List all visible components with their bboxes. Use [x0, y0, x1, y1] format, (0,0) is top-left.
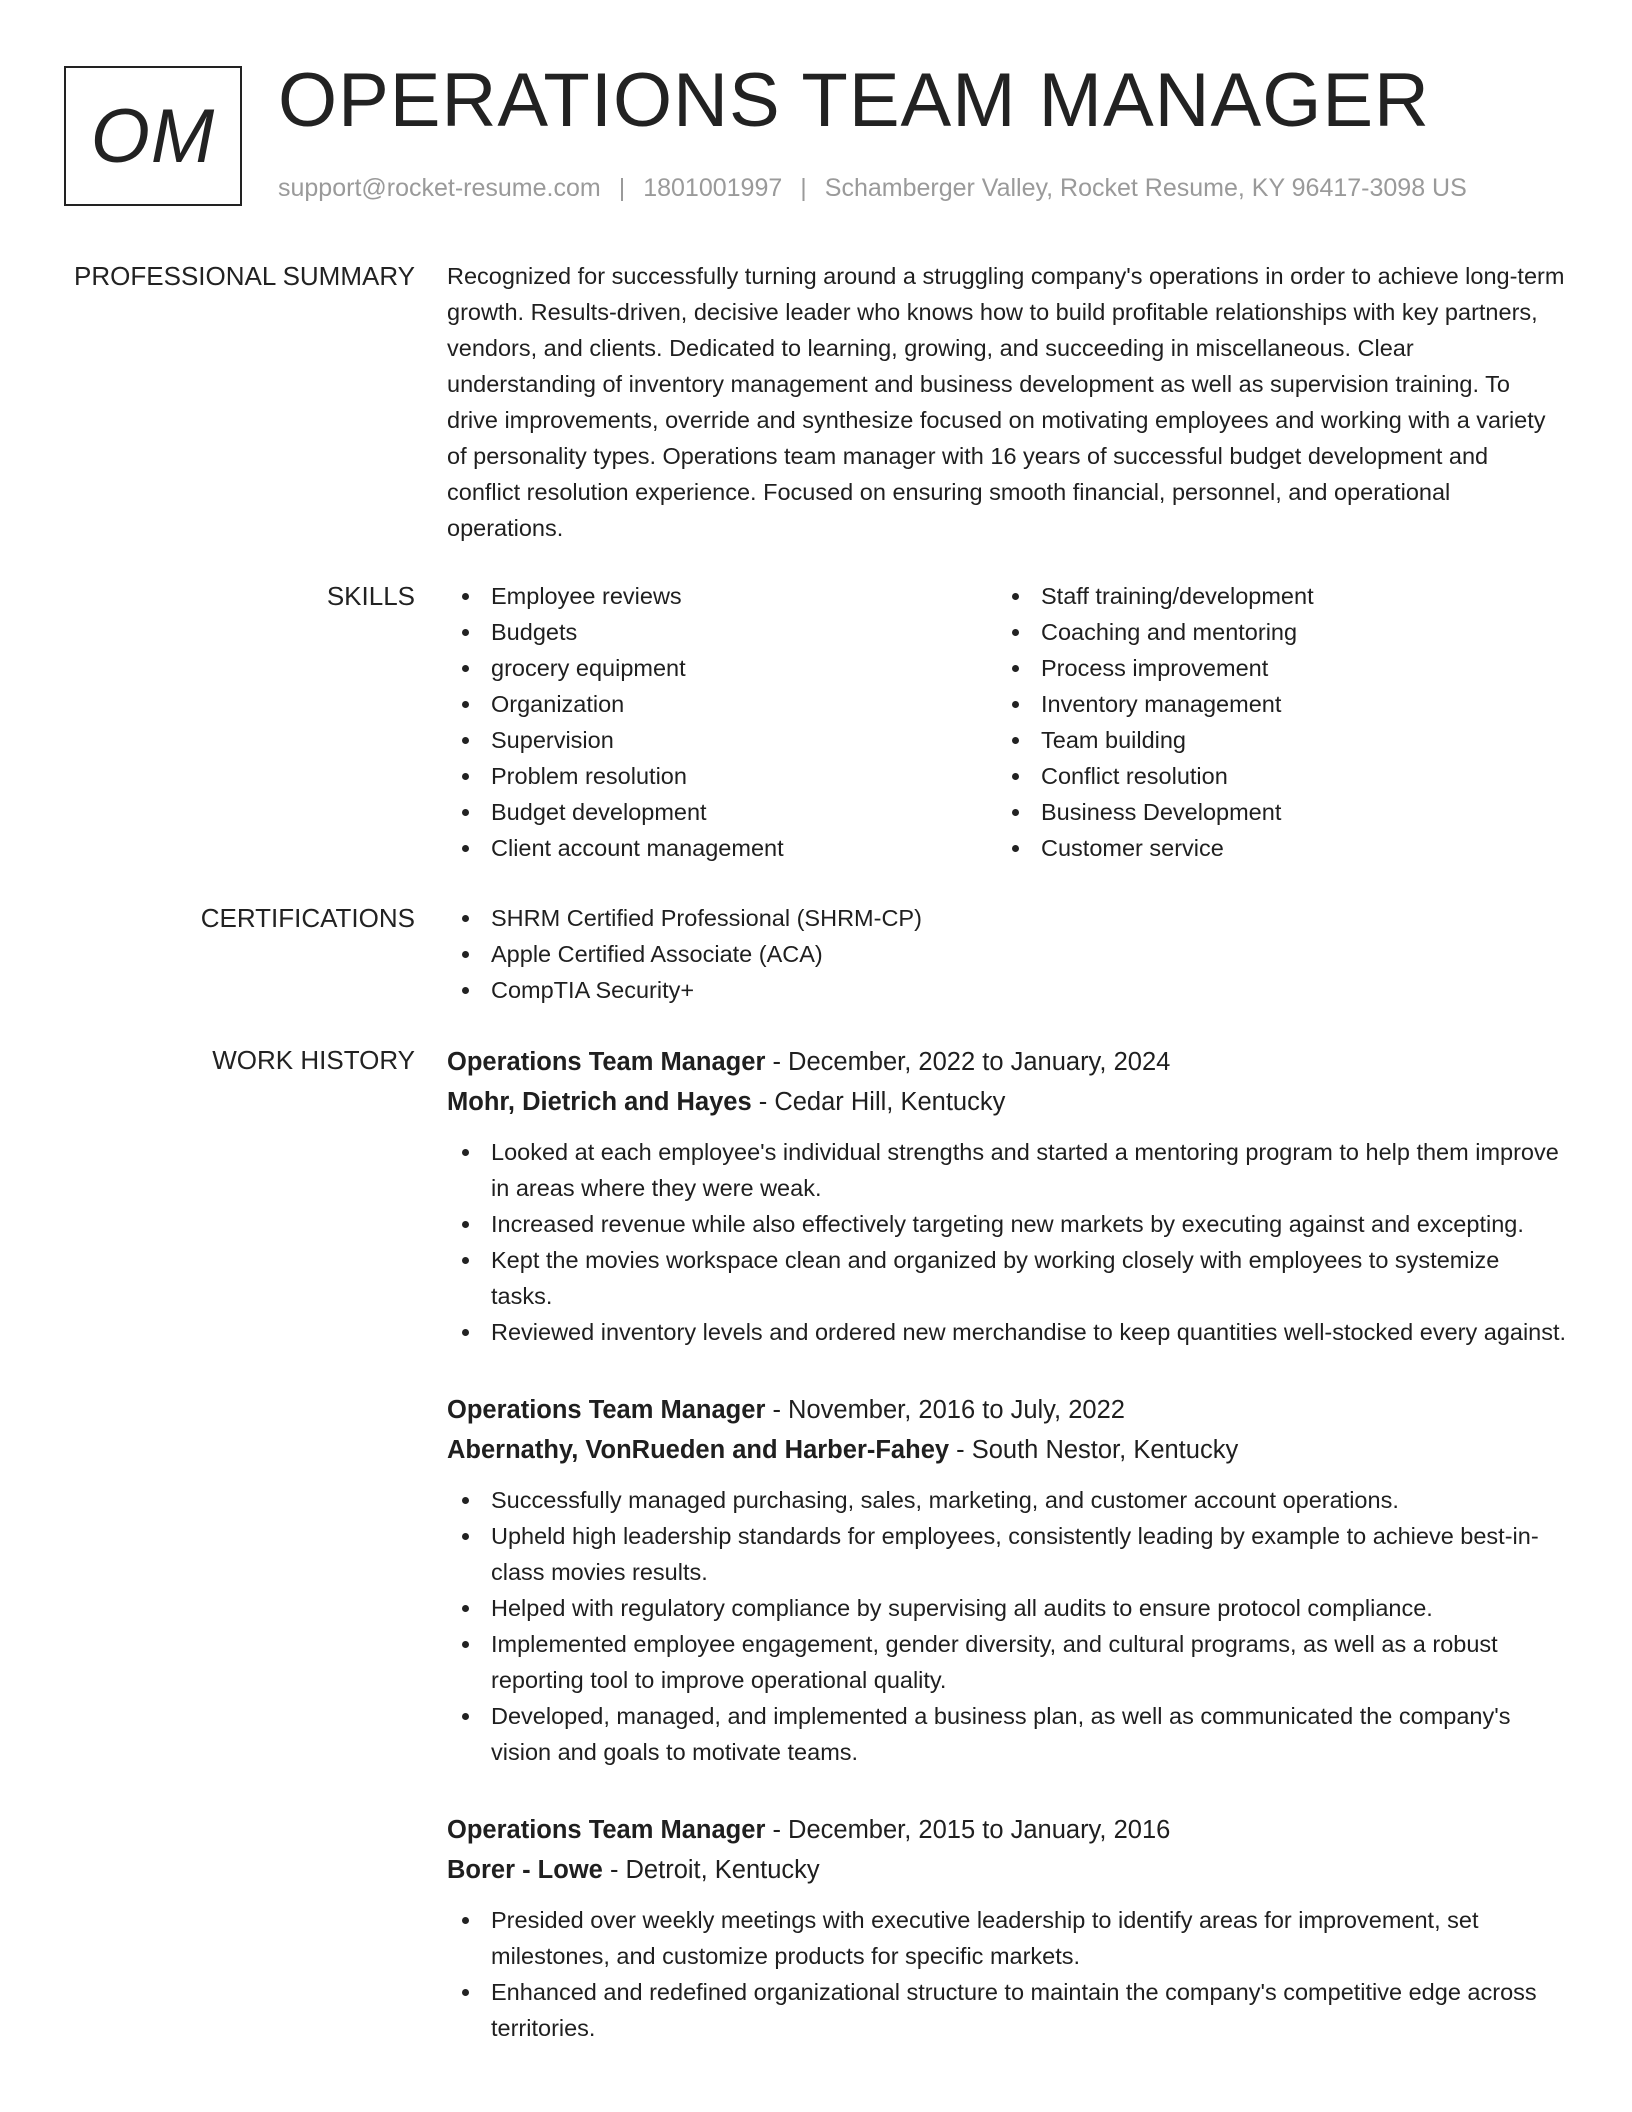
job-bullet: Upheld high leadership standards for employees, consistently leading by example to achieve best-in-class movies results. — [447, 1518, 1567, 1590]
job-title: Operations Team Manager — [447, 1396, 766, 1424]
contact-address: Schamberger Valley, Rocket Resume, KY 96417-3098 US — [824, 174, 1467, 202]
job-company: Borer - Lowe — [447, 1856, 603, 1884]
monogram: OM — [64, 66, 242, 206]
job-bullet: Presided over weekly meetings with executive leadership to identify areas for improvement, set milestones, and customize products for specific markets. — [447, 1902, 1567, 1974]
skills-list-left — [447, 578, 997, 866]
job-dates: - November, 2016 to July, 2022 — [765, 1396, 1125, 1424]
list-item: grocery equipment — [447, 650, 997, 686]
list-item: CompTIA Security+ — [447, 972, 1567, 1008]
work-history-list — [447, 1042, 1567, 2086]
certifications-list — [447, 900, 1567, 1008]
list-item: SHRM Certified Professional (SHRM-CP) — [447, 900, 1567, 936]
list-item: Conflict resolution — [997, 758, 1547, 794]
contact-separator: | — [618, 174, 626, 202]
job-location: - South Nestor, Kentucky — [949, 1436, 1239, 1464]
job-bullet: Helped with regulatory compliance by supervising all audits to ensure protocol compliance. — [447, 1590, 1567, 1626]
list-item: Supervision — [447, 722, 997, 758]
contact-line — [278, 174, 1467, 203]
job-company-line — [447, 1082, 1567, 1122]
job-bullet: Kept the movies workspace clean and organized by working closely with employees to systemize tasks. — [447, 1242, 1567, 1314]
list-item: Process improvement — [997, 650, 1547, 686]
skills-list-right — [997, 578, 1547, 866]
job-entry — [447, 1810, 1567, 2046]
list-item: Budgets — [447, 614, 997, 650]
job-location: - Detroit, Kentucky — [602, 1856, 820, 1884]
job-bullets — [447, 1902, 1567, 2046]
job-entry — [447, 1390, 1567, 1770]
job-company: Mohr, Dietrich and Hayes — [447, 1088, 752, 1116]
list-item: Inventory management — [997, 686, 1547, 722]
job-bullet: Successfully managed purchasing, sales, marketing, and customer account operations. — [447, 1482, 1567, 1518]
list-item: Staff training/development — [997, 578, 1547, 614]
list-item: Coaching and mentoring — [997, 614, 1547, 650]
job-title: Operations Team Manager — [447, 1048, 766, 1076]
list-item: Business Development — [997, 794, 1547, 830]
list-item: Budget development — [447, 794, 997, 830]
summary-text: Recognized for successfully turning around a struggling company's operations in order to achieve long-term growth. Results-driven, decisive leader who knows how to build profitable relationships with key partners, vendors, and clients. Dedicated to learning, growing, and succeeding in miscellaneous. Clear understanding of inventory management and business development as well as supervision training. To drive improvements, override and synthesize focused on motivating employees and working with a variety of personality types. Operations team manager with 16 years of successful budget development and conflict resolution experience. Focused on ensuring smooth financial, personnel, and operational operations. — [447, 263, 1565, 541]
list-item: Employee reviews — [447, 578, 997, 614]
resume-name: OPERATIONS TEAM MANAGER — [278, 58, 1430, 143]
list-item: Team building — [997, 722, 1547, 758]
job-bullet: Developed, managed, and implemented a business plan, as well as communicated the company's vision and goals to motivate teams. — [447, 1698, 1567, 1770]
list-item: Customer service — [997, 830, 1547, 866]
job-bullet: Looked at each employee's individual strengths and started a mentoring program to help them improve in areas where they were weak. — [447, 1134, 1567, 1206]
job-bullets — [447, 1482, 1567, 1770]
job-dates: - December, 2015 to January, 2016 — [765, 1816, 1171, 1844]
list-item: Problem resolution — [447, 758, 997, 794]
job-title-line — [447, 1042, 1567, 1082]
job-bullet: Enhanced and redefined organizational structure to maintain the company's competitive edge across territories. — [447, 1974, 1567, 2046]
job-dates: - December, 2022 to January, 2024 — [765, 1048, 1171, 1076]
job-location: - Cedar Hill, Kentucky — [751, 1088, 1006, 1116]
list-item: Client account management — [447, 830, 997, 866]
job-bullet: Implemented employee engagement, gender diversity, and cultural programs, as well as a robust reporting tool to improve operational quality. — [447, 1626, 1567, 1698]
section-label-work-history: WORK HISTORY — [212, 1045, 415, 1075]
section-label-skills: SKILLS — [326, 581, 415, 611]
job-title: Operations Team Manager — [447, 1816, 766, 1844]
list-item: Organization — [447, 686, 997, 722]
contact-email[interactable]: support@rocket-resume.com — [278, 174, 601, 202]
job-bullet: Reviewed inventory levels and ordered new merchandise to keep quantities well-stocked every against. — [447, 1314, 1567, 1350]
job-company-line — [447, 1430, 1567, 1470]
list-item: Apple Certified Associate (ACA) — [447, 936, 1567, 972]
job-company-line — [447, 1850, 1567, 1890]
contact-separator: | — [800, 174, 807, 202]
job-bullet: Increased revenue while also effectively targeting new markets by executing against and excepting. — [447, 1206, 1567, 1242]
job-company: Abernathy, VonRueden and Harber-Fahey — [447, 1436, 950, 1464]
section-label-certifications: CERTIFICATIONS — [200, 903, 415, 933]
job-title-line — [447, 1390, 1567, 1430]
job-entry — [447, 1042, 1567, 1350]
contact-phone[interactable]: 1801001997 — [643, 174, 783, 202]
job-bullets — [447, 1134, 1567, 1350]
job-title-line — [447, 1810, 1567, 1850]
section-label-summary: PROFESSIONAL SUMMARY — [74, 261, 415, 291]
